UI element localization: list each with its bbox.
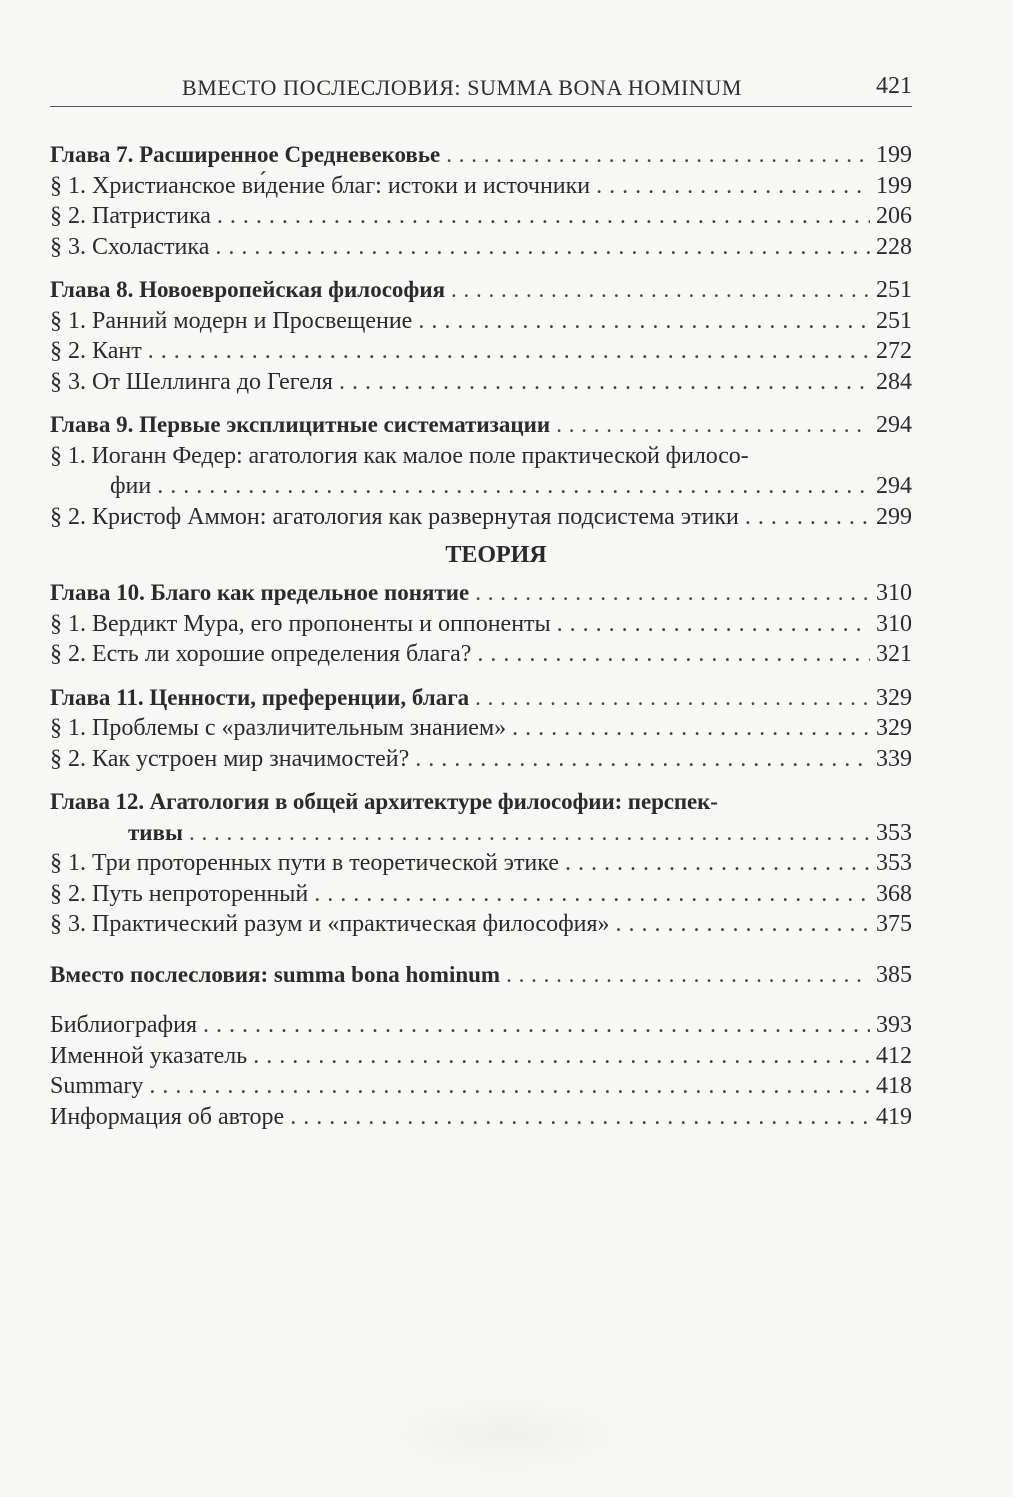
toc-page-ref: 329 <box>876 715 912 741</box>
toc-section-continuation <box>50 471 912 502</box>
dot-leader <box>148 336 870 367</box>
toc-page-ref: 418 <box>876 1073 912 1099</box>
running-header-title: ВМЕСТО ПОСЛЕСЛОВИЯ: SUMMA BONA HOMINUM <box>182 75 743 100</box>
toc-page-ref: 272 <box>876 338 912 364</box>
toc-section-title: § 1. Три проторенных пути в теоретической этике <box>50 850 559 876</box>
toc-chapter-8 <box>50 275 912 306</box>
toc-page-ref: 353 <box>876 819 912 846</box>
toc-chapter-10 <box>50 578 912 609</box>
toc-section-title: § 2. Есть ли хорошие определения блага? <box>50 641 472 667</box>
toc-section-title-line2: фии <box>110 473 152 499</box>
toc-chapter-9 <box>50 410 912 441</box>
dot-leader <box>253 1041 870 1072</box>
dot-leader <box>217 201 870 232</box>
table-of-contents <box>50 140 912 1132</box>
dot-leader <box>339 367 870 398</box>
toc-page-ref: 299 <box>876 503 912 530</box>
dot-leader <box>215 232 870 263</box>
dot-leader <box>149 1071 870 1102</box>
dot-leader <box>189 818 870 849</box>
dot-leader <box>203 1010 870 1041</box>
dot-leader <box>557 609 870 640</box>
toc-page-ref: 329 <box>876 684 912 711</box>
toc-section-title: Библиография <box>50 1012 197 1038</box>
dot-leader <box>290 1102 870 1133</box>
toc-page-ref: 393 <box>876 1012 912 1038</box>
dot-leader <box>477 639 870 670</box>
toc-section-title-line1: § 1. Иоганн Федер: агатология как малое поле практической филосо- <box>50 442 749 469</box>
toc-section-title: § 2. Кант <box>50 338 142 364</box>
toc-chapter-title: Глава 10. Благо как предельное понятие <box>50 580 470 605</box>
toc-chapter-title: Глава 11. Ценности, преференции, блага <box>50 684 470 710</box>
toc-page-ref: 385 <box>876 961 912 988</box>
toc-section <box>50 609 912 640</box>
running-header <box>50 70 912 107</box>
paper-smudge <box>380 1395 630 1475</box>
toc-section-title: § 2. Патристика <box>50 203 211 229</box>
toc-page-ref: 251 <box>876 307 912 334</box>
toc-chapter-7 <box>50 140 912 171</box>
dot-leader <box>506 960 870 991</box>
toc-section <box>50 306 912 337</box>
toc-backmatter-item <box>50 1041 912 1072</box>
toc-page-ref: 199 <box>876 172 912 199</box>
toc-chapter-title: Вместо послесловия: summa bona hominum <box>50 961 501 987</box>
dot-leader <box>314 879 870 910</box>
toc-page-ref: 353 <box>876 850 912 876</box>
dot-leader <box>616 909 870 940</box>
toc-section-title: § 2. Кристоф Аммон: агатология как развернутая подсистема этики <box>50 503 739 530</box>
toc-section <box>50 848 912 879</box>
toc-backmatter-item <box>50 1102 912 1133</box>
dot-leader <box>475 578 870 609</box>
toc-page-ref: 321 <box>876 641 912 667</box>
toc-section <box>50 909 912 940</box>
toc-section-title: § 1. Вердикт Мура, его пропоненты и оппоненты <box>50 610 551 637</box>
toc-backmatter-item <box>50 1010 912 1041</box>
dot-leader <box>418 306 870 337</box>
toc-page-ref: 228 <box>876 233 912 260</box>
toc-page-ref: 419 <box>876 1103 912 1130</box>
toc-chapter-11 <box>50 683 912 714</box>
dot-leader <box>446 140 870 171</box>
dot-leader <box>475 683 870 714</box>
toc-backmatter-item <box>50 1071 912 1102</box>
toc-section-title: Информация об авторе <box>50 1103 285 1130</box>
toc-section-title: Именной указатель <box>50 1042 248 1069</box>
toc-page-ref: 199 <box>876 142 912 168</box>
toc-page-ref: 310 <box>876 580 912 606</box>
toc-section-title: § 2. Путь непроторенный <box>50 880 309 907</box>
toc-page-ref: 339 <box>876 745 912 772</box>
dot-leader <box>565 848 870 879</box>
toc-section-title: § 1. Проблемы с «различительным знанием» <box>50 715 507 741</box>
toc-page-ref: 412 <box>876 1042 912 1069</box>
toc-section <box>50 744 912 775</box>
toc-page-ref: 310 <box>876 610 912 637</box>
toc-page-ref: 368 <box>876 880 912 907</box>
part-heading: ТЕОРИЯ <box>445 542 547 568</box>
dot-leader <box>596 171 870 202</box>
toc-section <box>50 336 912 367</box>
toc-page-ref: 294 <box>876 473 912 499</box>
toc-chapter-12 <box>50 818 912 849</box>
toc-section-title: § 3. Схоластика <box>50 233 210 260</box>
dot-leader <box>512 713 870 744</box>
dot-leader <box>157 471 870 502</box>
toc-chapter-title: Глава 7. Расширенное Средневековье <box>50 142 441 167</box>
toc-chapter-12-title-line1: Глава 12. Агатология в общей архитектуре философии: перспек- <box>50 789 718 814</box>
toc-section <box>50 879 912 910</box>
toc-section <box>50 713 912 744</box>
toc-section <box>50 232 912 263</box>
toc-section-title: § 3. От Шеллинга до Гегеля <box>50 368 333 395</box>
dot-leader <box>745 502 870 533</box>
toc-section-title: § 1. Ранний модерн и Просвещение <box>50 307 413 334</box>
toc-chapter-title: Глава 8. Новоевропейская философия <box>50 277 446 302</box>
toc-chapter-title-line2: тивы <box>128 819 183 845</box>
toc-section-title: § 3. Практический разум и «практическая философия» <box>50 911 610 937</box>
toc-section-title: Summary <box>50 1073 144 1099</box>
toc-page-ref: 294 <box>876 412 912 438</box>
toc-section <box>50 502 912 533</box>
dot-leader <box>415 744 870 775</box>
dot-leader <box>451 275 870 306</box>
page-number: 421 <box>876 73 912 99</box>
toc-section <box>50 201 912 232</box>
toc-page-ref: 284 <box>876 368 912 395</box>
toc-section-title: § 1. Христианское ви́дение благ: истоки и источники <box>50 172 591 199</box>
toc-section <box>50 639 912 670</box>
toc-chapter-title: Глава 9. Первые эксплицитные систематизации <box>50 412 551 437</box>
toc-afterword <box>50 960 912 991</box>
toc-section <box>50 367 912 398</box>
toc-page-ref: 375 <box>876 911 912 937</box>
toc-section-title: § 2. Как устроен мир значимостей? <box>50 745 410 772</box>
toc-page-ref: 206 <box>876 203 912 229</box>
toc-page-ref: 251 <box>876 277 912 303</box>
dot-leader <box>556 410 870 441</box>
toc-section <box>50 171 912 202</box>
